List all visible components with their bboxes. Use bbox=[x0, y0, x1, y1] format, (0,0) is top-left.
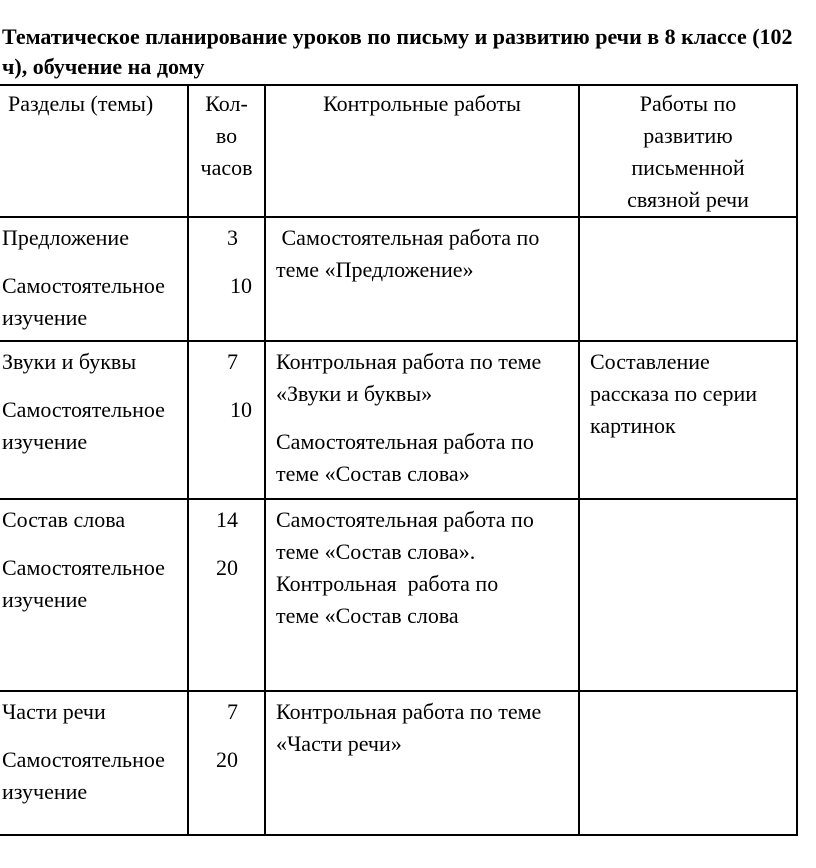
self-study-label: Самостоятельное bbox=[2, 397, 165, 422]
header-speech-line-1: Работы по bbox=[639, 91, 737, 116]
test-line-1: Самостоятельная работа по bbox=[276, 507, 534, 532]
tests-cell bbox=[265, 691, 579, 835]
topic-cell bbox=[0, 499, 188, 691]
self-study-label-2: изучение bbox=[2, 779, 88, 804]
test-line-4: теме «Состав слова bbox=[276, 603, 459, 628]
speech-cell bbox=[579, 341, 797, 499]
self-study-label: Самостоятельное bbox=[2, 747, 165, 772]
topic-cell bbox=[0, 217, 188, 341]
header-hours-line-1: Кол- bbox=[205, 91, 248, 116]
self-study-label-2: изучение bbox=[2, 429, 88, 454]
test-line-1: Контрольная работа по теме bbox=[276, 349, 542, 374]
topic-name: Состав слова bbox=[2, 507, 126, 532]
hours-cell bbox=[188, 691, 265, 835]
header-speech bbox=[579, 85, 797, 217]
header-speech-line-4: связной речи bbox=[627, 187, 749, 212]
topic-name: Предложение bbox=[2, 225, 129, 250]
header-sections bbox=[0, 85, 188, 217]
table-row bbox=[0, 499, 797, 691]
speech-line-3: картинок bbox=[590, 413, 676, 438]
hours-cell bbox=[188, 499, 265, 691]
hours-value: 7 bbox=[227, 349, 238, 374]
header-tests bbox=[265, 85, 579, 217]
test-line-1: Самостоятельная работа по bbox=[276, 225, 540, 250]
speech-cell bbox=[579, 691, 797, 835]
planning-table bbox=[0, 84, 798, 836]
self-hours-value: 10 bbox=[230, 273, 252, 298]
header-sections-label: Разделы (темы) bbox=[8, 91, 154, 116]
topic-name: Части речи bbox=[2, 699, 106, 724]
hours-value: 7 bbox=[227, 699, 238, 724]
topic-cell bbox=[0, 691, 188, 835]
test-line-3: Контрольная работа по bbox=[276, 571, 499, 596]
tests-cell bbox=[265, 341, 579, 499]
test-line-2: «Звуки и буквы» bbox=[276, 381, 433, 406]
self-study-label-2: изучение bbox=[2, 587, 88, 612]
page-title: Тематическое планирование уроков по письму и развитию речи в 8 классе (102 ч), обучение на дому bbox=[2, 24, 793, 79]
test-line-3: Самостоятельная работа по bbox=[276, 429, 534, 454]
self-hours-value: 20 bbox=[216, 555, 238, 580]
test-line-2: «Части речи» bbox=[276, 731, 402, 756]
header-speech-line-3: письменной bbox=[631, 155, 745, 180]
header-speech-line-2: развитию bbox=[643, 123, 733, 148]
header-hours-line-2: во bbox=[215, 123, 238, 148]
self-hours-value: 20 bbox=[216, 747, 238, 772]
speech-line-1: Составление bbox=[590, 349, 710, 374]
speech-cell bbox=[579, 217, 797, 341]
test-line-2: теме «Состав слова». bbox=[276, 539, 476, 564]
self-study-label: Самостоятельное bbox=[2, 273, 165, 298]
table-row bbox=[0, 341, 797, 499]
test-line-1: Контрольная работа по теме bbox=[276, 699, 542, 724]
tests-cell bbox=[265, 499, 579, 691]
hours-cell bbox=[188, 217, 265, 341]
hours-value: 14 bbox=[216, 507, 238, 532]
header-tests-label: Контрольные работы bbox=[323, 91, 521, 116]
hours-value: 3 bbox=[227, 225, 238, 250]
self-study-label: Самостоятельное bbox=[2, 555, 165, 580]
header-hours bbox=[188, 85, 265, 217]
topic-name: Звуки и буквы bbox=[2, 349, 137, 374]
speech-cell bbox=[579, 499, 797, 691]
self-hours-value: 10 bbox=[230, 397, 252, 422]
tests-cell bbox=[265, 217, 579, 341]
table-header-row bbox=[0, 85, 797, 217]
self-study-label-2: изучение bbox=[2, 305, 88, 330]
table-row bbox=[0, 217, 797, 341]
test-line-4: теме «Состав слова» bbox=[276, 461, 470, 486]
table-row bbox=[0, 691, 797, 835]
header-hours-line-3: часов bbox=[200, 155, 253, 180]
topic-cell bbox=[0, 341, 188, 499]
test-line-2: теме «Предложение» bbox=[276, 257, 474, 282]
speech-line-2: рассказа по серии bbox=[590, 381, 757, 406]
hours-cell bbox=[188, 341, 265, 499]
